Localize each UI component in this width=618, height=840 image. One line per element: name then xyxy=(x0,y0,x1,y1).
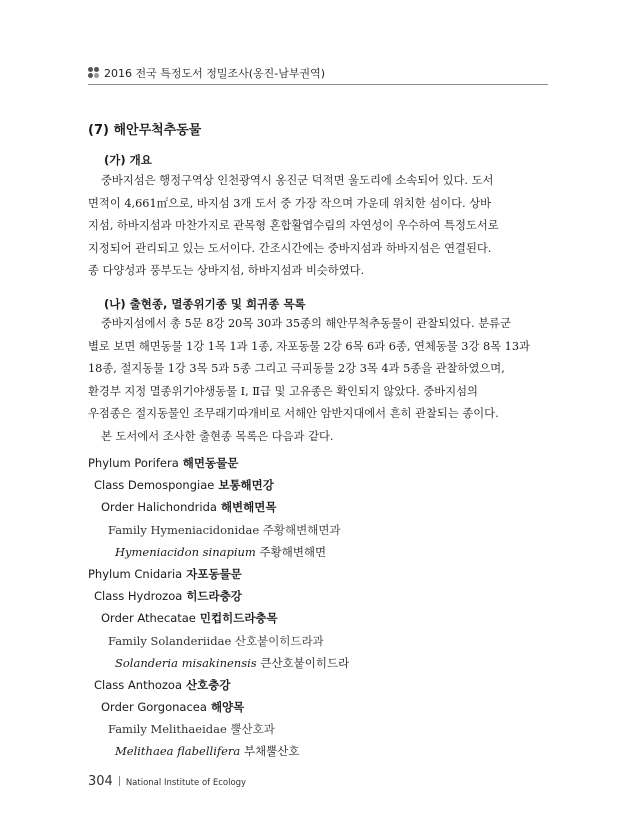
taxon-row: Order Halichondrida 해변해면목 xyxy=(101,500,277,515)
footer-institute: National Institute of Ecology xyxy=(125,778,247,788)
paragraph-line: 지섬, 하바지섬과 마찬가지로 관목형 혼합활엽수림의 자연성이 우수하여 특정도서로 xyxy=(88,219,499,232)
paragraph-line: 중바지섬에서 총 5문 8강 20목 30과 35종의 해안무척추동물이 관찰되었다. 분류군 xyxy=(101,317,511,330)
subsection-b-title: (나) 출현종, 멸종위기종 및 희귀종 목록 xyxy=(104,297,306,311)
taxon-row: Family Melithaeidae 뿔산호과 xyxy=(108,722,275,737)
paragraph-line: 종 다양성과 풍부도는 상바지섬, 하바지섬과 비슷하였다. xyxy=(88,264,365,277)
header-dots-icon xyxy=(88,67,100,79)
page-footer xyxy=(88,770,246,792)
subsection-a-title: (가) 개요 xyxy=(104,153,152,167)
footer-divider xyxy=(119,776,120,786)
paragraph-line: 별로 보면 해면동물 1강 1목 1과 1종, 자포동물 2강 6목 6과 6종, 연체동물 3강 8목 13과 xyxy=(88,339,530,353)
taxon-row: Class Anthozoa 산호충강 xyxy=(94,677,231,692)
taxon-row: Phylum Porifera 해면동물문 xyxy=(88,456,239,470)
taxon-row: Class Demospongiae 보통해면강 xyxy=(94,478,274,493)
taxonomy-list xyxy=(88,452,548,763)
taxon-row: Melithaea flabellifera 부채뿔산호 xyxy=(115,744,300,759)
paragraph-line: 18종, 절지동물 1강 3목 5과 5종 그리고 극피동물 2강 3목 4과 5종을 관찰하였으며, xyxy=(88,362,505,375)
paragraph-line: 환경부 지정 멸종위기야생동물 Ⅰ, Ⅱ급 및 고유종은 확인되지 않았다. 중바지섬의 xyxy=(88,384,478,398)
taxon-row: Family Solanderiidae 산호붙이히드라과 xyxy=(108,633,324,648)
header-title: 2016 전국 특정도서 정밀조사(옹진-남부권역) xyxy=(104,67,326,80)
taxon-row: Solanderia misakinensis 큰산호붙이히드라 xyxy=(115,655,350,670)
paragraph-line: 지정되어 관리되고 있는 도서이다. 간조시간에는 중바지섬과 하바지섬은 연결된다. xyxy=(88,241,492,255)
overview-paragraph xyxy=(88,170,548,283)
taxon-row: Class Hydrozoa 히드라충강 xyxy=(94,589,242,604)
taxon-row: Order Athecatae 민컵히드라충목 xyxy=(101,611,278,626)
taxon-row: Family Hymeniacidonidae 주황해변해면과 xyxy=(108,522,341,537)
paragraph-line: 본 도서에서 조사한 출현종 목록은 다음과 같다. xyxy=(101,429,334,443)
paragraph-line: 중바지섬은 행정구역상 인천광역시 옹진군 덕적면 울도리에 소속되어 있다. 도서 xyxy=(101,174,494,187)
species-summary-paragraph xyxy=(88,313,548,448)
taxon-row: Order Gorgonacea 해양목 xyxy=(101,700,245,715)
paragraph-line: 면적이 4,661㎡으로, 바지섬 3개 도서 중 가장 작으며 가운데 위치한 섬이다. 상바 xyxy=(88,196,492,210)
paragraph-line: 우점종은 절지동물인 조무래기따개비로 서해안 암반지대에서 흔히 관찰되는 종이다. xyxy=(88,407,499,420)
header-divider xyxy=(88,84,548,85)
taxon-row: Hymeniacidon sinapium 주황해변해면 xyxy=(115,544,327,559)
section-title: (7) 해안무척추동물 xyxy=(88,123,202,138)
page-number: 304 xyxy=(88,774,113,789)
running-header xyxy=(88,64,548,86)
taxon-row: Phylum Cnidaria 자포동물문 xyxy=(88,566,242,581)
